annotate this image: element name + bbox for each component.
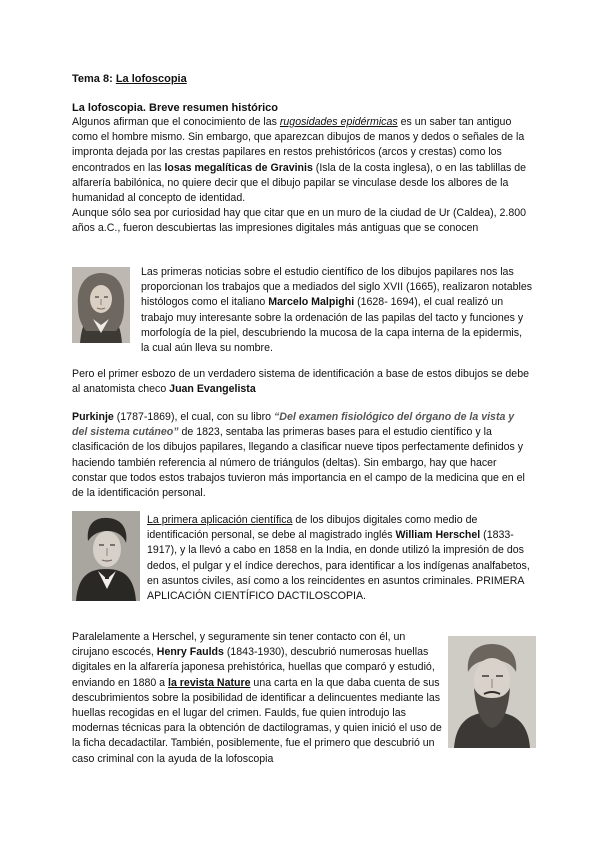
page-title bbox=[72, 72, 187, 87]
faulds-portrait bbox=[448, 636, 536, 748]
journal-nature: la revista Nature bbox=[168, 676, 251, 689]
herschel-portrait-drawing bbox=[72, 511, 140, 601]
para5-text-a: de los dibujos digitales como medio de identificación personal, se debe al magistrado inglés bbox=[147, 514, 478, 542]
name-malpighi: Marcelo Malpighi bbox=[268, 296, 355, 309]
name-evangelista: Juan Evangelista bbox=[169, 383, 256, 396]
title-prefix: Tema 8: bbox=[72, 73, 116, 85]
faulds-portrait-drawing bbox=[448, 636, 536, 748]
name-herschel: William Herschel bbox=[395, 529, 481, 542]
paragraph-herschel bbox=[147, 513, 532, 604]
term-rugosidades: rugosidades epidérmicas bbox=[279, 116, 398, 128]
para3-text-a: Pero el primer esbozo de un verdadero sistema de identificación a base de estos dibujos se debe al anatomista checo bbox=[72, 368, 529, 396]
para1-text-b: es un saber tan antiguo como el hombre mismo. Sin embargo, que aparezcan dibujos de manos y dedos o señales de la impronta dejada por las crestas papilares en restos prehistóricos (arcos y crestas) como los encontrados en las bbox=[72, 116, 525, 174]
name-purkinje: Purkinje bbox=[72, 411, 114, 423]
herschel-portrait bbox=[72, 511, 140, 601]
paragraph-faulds bbox=[72, 630, 444, 767]
primera-aplicacion-text: La primera aplicación científica bbox=[147, 514, 293, 526]
name-faulds: Henry Faulds bbox=[156, 646, 224, 659]
book-title: “Del examen fisiológico del órgano de la vista y del sistema cutáneo” bbox=[72, 411, 515, 439]
term-gravinis: losas megalíticas de Gravinis bbox=[164, 161, 313, 174]
paragraph-purkinje bbox=[72, 410, 532, 501]
para2-text-b: (1628- 1694), el cual realizó un trabajo muy interesante sobre la ordenación de las papilas del tacto y funciones y morfología de la piel, descubriendo la mucosa de la capa interna de la epidermis, la cual aún lleva su nombre. bbox=[141, 296, 524, 355]
para6-text-c: una carta en la que daba cuenta de sus descubrimientos sobre la posibilidad de identificar a delincuentes mediante las huellas recogidas en el lugar del crimen. Faulds, fue quien introdujo las modernas técnicas para la obtención de dactilogramas, y quien inició el uso de la ficha decadactilar. También, posiblemente, fue el primero que descubrió un caso criminal con la ayuda de la lofoscopia bbox=[72, 676, 442, 765]
paragraph-evangelista bbox=[72, 367, 532, 397]
para6-text-a: Paralelamente a Herschel, y seguramente sin tener contacto con él, un cirujano escocés, bbox=[72, 631, 406, 659]
para2-text-a: Las primeras noticias sobre el estudio científico de los dibujos papilares nos las proporcionan los trabajos que a mediados del siglo XVII (1665), realizaron notables histólogos como el italiano bbox=[141, 266, 533, 309]
section-subtitle: La lofoscopia. Breve resumen histórico bbox=[72, 102, 279, 114]
para1-text-c: (Isla de la costa inglesa), o en las tablillas de alfarería babilónica, no quiere decir que el dibujo papilar se vinculase desde los albores de la humanidad al concepto de identidad. bbox=[72, 161, 527, 205]
malpighi-portrait-drawing bbox=[72, 267, 130, 343]
para5-text-b: (1833-1917), y la llevó a cabo en 1858 en la India, en donde utilizó la impresión de dos dedos, el pulgar y el índice derechos, para identificar a los indígenas analfabetos, en asuntos civiles, así como a los reincidentes en asuntos criminales. PRIMERA APLICACIÓN CIENTÍFICO DACTILOSCOPIA. bbox=[147, 529, 530, 603]
paragraph-malpighi bbox=[141, 265, 533, 356]
malpighi-portrait bbox=[72, 267, 130, 343]
para6-text-b: (1843-1930), descubrió numerosas huellas digitales en la alfarería japonesa prehistórica, huellas que comparó y estudió, enviando en 1880 a bbox=[72, 646, 435, 689]
para1-text-d: Aunque sólo sea por curiosidad hay que citar que en un muro de la ciudad de Ur (Caldea), 2.800 años a.C., fueron descubiertas las impresiones digitales más antiguas que se conocen bbox=[72, 207, 527, 235]
para4-text-b: de 1823, sentaba las primeras bases para el estudio científico y la clasificación de los dibujos papilares, llegando a clasificar nueve tipos perfectamente definidos y haciendo también referencia al número de triángulos (deltas). Sin embargo, hay que hacer constar que todos estos trabajos tuvieron más importancia en el campo de la medicina que en el de la identificación personal. bbox=[72, 426, 525, 500]
para4-text-a: (1787-1869), el cual, con su libro bbox=[113, 411, 274, 423]
paragraph-intro bbox=[72, 115, 532, 237]
title-topic: La lofoscopia bbox=[115, 73, 187, 85]
para1-text-a: Algunos afirman que el conocimiento de las bbox=[72, 116, 280, 128]
